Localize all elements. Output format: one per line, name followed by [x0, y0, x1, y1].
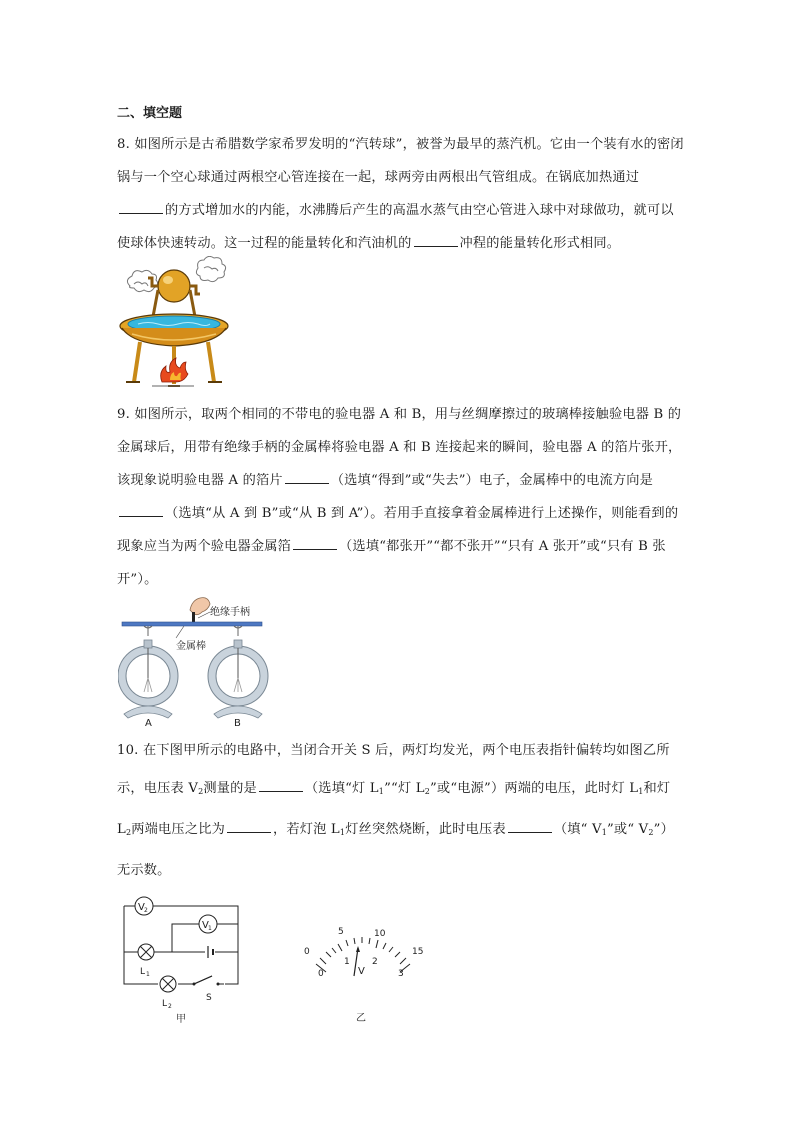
answer-blank[interactable] — [414, 245, 458, 247]
circuit-figure — [118, 892, 248, 1026]
electroscope-figure — [118, 588, 270, 728]
question-8-text: 8. 如图所示是古希腊数学家希罗发明的“汽转球”，被誉为最早的蒸汽机。它由一个装有水的密闭锅与一个空心球通过两根空心管连接在一起，球两旁由两根出气管组成。在锅底加热通过的方式增加水的内能，水沸腾后产生的高温水蒸气由空心管进入球中对球做功，就可以使球体快速转动。这一过程的能量转化和汽油机的 冲程的能量转化形式相同。 — [117, 137, 684, 251]
label-a: A — [145, 718, 152, 728]
dial-outer-0: 0 — [304, 947, 310, 957]
dial-inner-3: 3 — [398, 969, 404, 979]
voltmeter-v2 — [135, 897, 153, 915]
circuit-caption: 甲 — [176, 1014, 186, 1025]
svg-text:V: V — [138, 902, 145, 913]
electroscope-b — [208, 626, 268, 718]
answer-blank[interactable] — [119, 515, 163, 517]
answer-blank[interactable] — [119, 212, 163, 214]
answer-blank[interactable] — [259, 790, 303, 792]
dial-inner-0: 0 — [318, 969, 324, 979]
answer-blank[interactable] — [293, 548, 337, 550]
svg-text:1: 1 — [146, 971, 150, 978]
answer-blank[interactable] — [285, 482, 329, 484]
label-b: B — [234, 718, 241, 728]
rod-label: 金属棒 — [176, 641, 206, 652]
dial-caption: 乙 — [356, 1013, 366, 1024]
aeolipile-figure — [118, 256, 230, 394]
switch-label: S — [206, 993, 212, 1003]
lamp-l2 — [160, 976, 176, 1010]
svg-text:V: V — [202, 920, 209, 931]
dial-unit: V — [358, 966, 365, 977]
svg-text:2: 2 — [144, 907, 148, 914]
question-9 — [117, 398, 687, 596]
dial-outer-5: 5 — [338, 927, 344, 937]
dial-inner-2: 2 — [372, 957, 378, 967]
dial-outer-10: 10 — [374, 929, 386, 939]
question-10 — [117, 732, 687, 890]
answer-blank[interactable] — [227, 831, 271, 833]
question-8 — [117, 128, 687, 260]
svg-text:1: 1 — [208, 925, 212, 932]
svg-text:L: L — [140, 967, 146, 977]
voltmeter-v1 — [199, 915, 217, 933]
section-title: 二、填空题 — [117, 106, 183, 121]
svg-text:2: 2 — [168, 1003, 172, 1010]
dial-inner-1: 1 — [344, 957, 350, 967]
electroscope-a — [118, 626, 178, 718]
question-9-text: 9. 如图所示，取两个相同的不带电的验电器 A 和 B，用与丝绸摩擦过的玻璃棒接触验电器 B 的金属球后，用带有绝缘手柄的金属棒将验电器 A 和 B 连接起来的瞬间，验电器 A 的箔片张开，该现象说明验电器 A 的箔片 （选填“得到”或“失去”）电子，金属棒中的电流方向是（选填“从 A 到 B”或“从 B 到 A”）。若用手直接拿着金属棒进行上述操作，则能看到的现象应当为两个验电器金属箔 （选填“都张开”“都不张开”“只有 A 张开”或“只有 B 张开”）。 — [117, 407, 682, 587]
dial-outer-15: 15 — [412, 947, 424, 957]
question-10-text: 10. 在下图甲所示的电路中，当闭合开关 S 后，两灯均发光，两个电压表指针偏转均如图乙所示，电压表 $V_2$测量的是 （选填“灯 $L_1”“$灯 $L_2$”或“电源”）两端的电压，此时灯 $L_1$和灯 $L_2$两端电压之比为 ，若灯泡 $L_1$灯丝突然烧断，此时电压表 （填“ $V_1$”或“ $V_2$”）无示数。 — [117, 743, 675, 878]
svg-text:L: L — [162, 999, 168, 1009]
lamp-l1 — [138, 944, 154, 978]
handle-label: 绝缘手柄 — [210, 607, 250, 618]
answer-blank[interactable] — [508, 831, 552, 833]
voltmeter-dial-figure — [298, 918, 430, 1026]
